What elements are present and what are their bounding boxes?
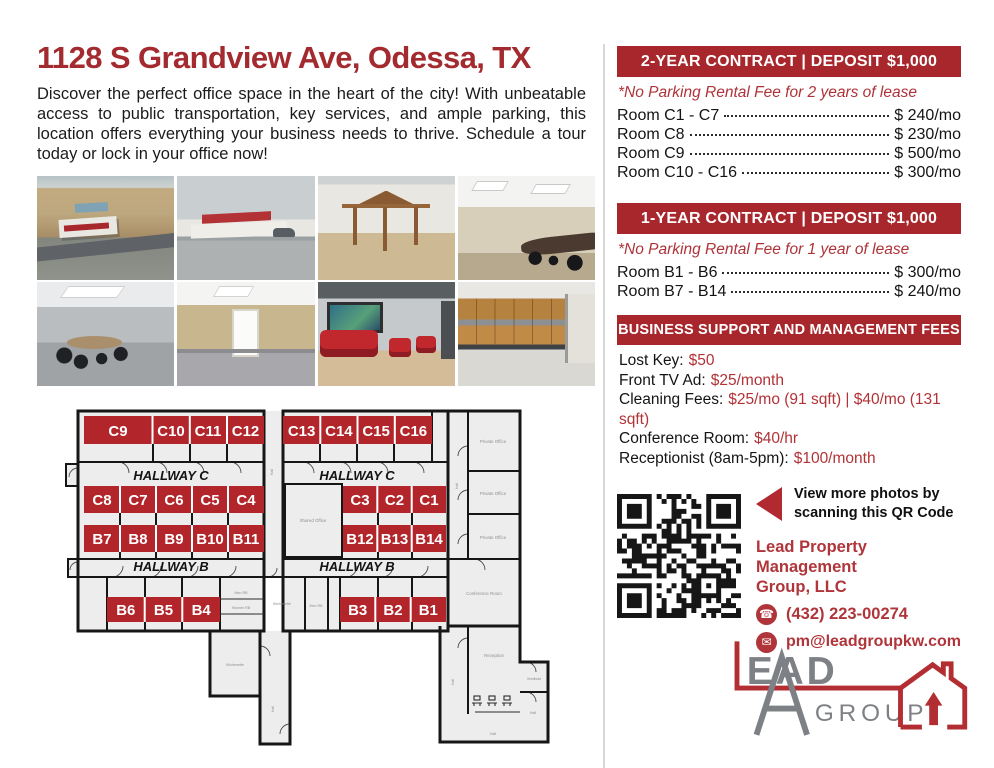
fee-label: Front TV Ad: (619, 371, 706, 389)
room-label: B4 (191, 602, 211, 619)
qr-code (617, 480, 741, 632)
lead-group-logo (700, 618, 992, 766)
red-chair-shape (389, 338, 411, 357)
room-label: C15 (362, 423, 390, 440)
hallway-c-label: HALLWAY C (133, 468, 209, 483)
logo-word-sub: GROUP (814, 700, 929, 728)
photo-grid (37, 176, 595, 386)
conference-room-label: Conference Room (466, 591, 502, 596)
room-label: C3 (350, 492, 370, 509)
private-office-label: Private Office (479, 535, 507, 540)
parking-note-2yr: *No Parking Rental Fee for 2 years of lease (618, 84, 917, 101)
email-icon: ✉ (756, 632, 777, 653)
red-sofa-shape (320, 330, 378, 357)
room-label: C2 (384, 492, 405, 509)
dotted-leader (690, 134, 890, 136)
room-label: B12 (346, 531, 374, 548)
room-label: B10 (196, 531, 224, 548)
photo-lounge (318, 282, 455, 386)
road-shape (37, 232, 174, 263)
fee-row (619, 390, 961, 429)
dotted-leader (731, 291, 889, 293)
room-label: B5 (153, 602, 174, 619)
fees-list (617, 351, 961, 469)
car-shape (273, 228, 295, 237)
room-label: B11 (232, 531, 260, 548)
reception-label: Reception (484, 653, 504, 658)
arrow-left-icon (756, 487, 782, 521)
hallway-b-label: HALLWAY B (319, 559, 395, 574)
price-value: $ 500/mo (894, 145, 961, 162)
photo-empty-office (177, 282, 314, 386)
price-value: $ 300/mo (894, 264, 961, 281)
price-row (617, 163, 961, 182)
chairs-shape (526, 249, 586, 272)
hall-label: Hall (451, 678, 455, 686)
room-range: Room C9 (617, 145, 685, 162)
doorway-shape (441, 301, 455, 359)
phone-icon: ☎ (756, 604, 777, 625)
room-range: Room B1 - B6 (617, 264, 718, 281)
dotted-leader (690, 153, 890, 155)
room-label: C12 (231, 423, 260, 440)
fee-value: $25/mo (91 sqft) | $40/mo (131 sqft) (619, 391, 941, 428)
column-divider (603, 44, 605, 768)
room-label: B3 (348, 602, 368, 619)
price-list-2yr (617, 106, 961, 182)
price-row (617, 125, 961, 144)
room-label: C9 (108, 423, 128, 440)
hallway-c-label: HALLWAY C (319, 468, 395, 483)
fee-row (619, 449, 961, 469)
photo-kitchen (458, 282, 595, 386)
pergola-post-shape (353, 207, 357, 244)
shared-office-label: Shared Office (299, 518, 327, 523)
fees-banner: BUSINESS SUPPORT AND MANAGEMENT FEES (617, 315, 961, 345)
room-range: Room C10 - C16 (617, 164, 738, 181)
room-label: B14 (415, 531, 443, 548)
price-value: $ 300/mo (894, 164, 961, 181)
room-label: C7 (128, 492, 148, 509)
ceiling-light-shape (471, 181, 509, 191)
hall-label: Hall (529, 711, 537, 715)
room-label: B6 (116, 602, 136, 619)
fee-label: Lost Key: (619, 352, 684, 369)
room-label: C8 (92, 492, 112, 509)
room-label: C1 (419, 492, 439, 509)
room-label: C5 (200, 492, 220, 509)
room-label: B1 (418, 602, 438, 619)
price-value: $ 240/mo (894, 283, 961, 300)
price-row (617, 282, 961, 301)
men-restroom-label: Men RB (234, 591, 248, 595)
price-row (617, 106, 961, 125)
logo-word-main: EAD (746, 650, 838, 694)
ceiling-light-shape (212, 286, 253, 297)
room-label: C11 (194, 423, 222, 440)
contract-1yr-banner: 1-YEAR CONTRACT | DEPOSIT $1,000 (617, 203, 961, 234)
red-chair-shape (416, 336, 435, 353)
photo-conference-room (458, 176, 595, 280)
room-range: Room B7 - B14 (617, 283, 727, 300)
price-value: $ 230/mo (894, 126, 961, 143)
ceiling-light-shape (530, 184, 571, 194)
hallway-b-label: HALLWAY B (133, 559, 209, 574)
room-label: B9 (164, 531, 184, 548)
pergola-post-shape (414, 207, 418, 244)
phone-number: (432) 223-00274 (785, 604, 908, 623)
room-label: C10 (157, 423, 185, 440)
fee-value: $100/month (793, 449, 876, 467)
cabinet-lines-shape (458, 299, 557, 345)
hall-label: Hall (270, 468, 274, 476)
fee-label: Conference Room: (619, 430, 750, 448)
room-label: C14 (325, 423, 353, 440)
parking-note-1yr: *No Parking Rental Fee for 1 year of lease (618, 241, 910, 258)
ceiling-light-shape (60, 286, 126, 298)
fee-value: $40/hr (754, 430, 799, 448)
doorway-shape (565, 294, 595, 363)
photo-building-exterior (177, 176, 314, 280)
room-label: B8 (128, 531, 148, 548)
property-title: 1128 S Grandview Ave, Odessa, TX (37, 40, 531, 75)
room-range: Room C8 (617, 126, 685, 143)
qr-caption-line1: View more photos by (793, 485, 940, 502)
room-label: C13 (287, 423, 316, 440)
building-shape (75, 202, 108, 213)
kitchenette-label: Kitchenette (273, 602, 291, 606)
contract-2yr-banner: 2-YEAR CONTRACT | DEPOSIT $1,000 (617, 46, 961, 77)
qr-caption (794, 485, 954, 523)
hall-label: Hall (271, 705, 275, 713)
room-label: B2 (383, 602, 403, 619)
dotted-leader (742, 172, 889, 174)
price-row (617, 144, 961, 163)
fee-label: Receptionist (8am-5pm): (619, 449, 789, 467)
vestibule-label: Vestibule (526, 677, 542, 681)
room-label: C16 (399, 423, 428, 440)
baseboard-shape (177, 349, 314, 353)
room-range: Room C1 - C7 (617, 107, 720, 124)
fee-value: $50 (688, 352, 715, 369)
hall-label: Hall (455, 482, 459, 490)
email-address: pm@leadgroupkw.com (785, 633, 961, 651)
room-label: C4 (236, 492, 256, 509)
tv-shape (327, 302, 382, 333)
fee-value: $25/month (710, 371, 784, 389)
fee-row (619, 351, 961, 371)
pergola-roof-shape (348, 191, 425, 206)
room-label: C6 (164, 492, 184, 509)
photo-aerial-view (37, 176, 174, 280)
fee-row (619, 371, 961, 391)
private-office-label: Private Office (479, 491, 507, 496)
price-value: $ 240/mo (894, 107, 961, 124)
photo-training-room (37, 282, 174, 386)
men-restroom-label: Men RB (309, 604, 323, 608)
women-restroom-label: Women RB (231, 606, 251, 610)
room-label: B7 (92, 531, 112, 548)
photo-courtyard-pavilion (318, 176, 455, 280)
room-label: B13 (380, 531, 409, 548)
hall-label: Hall (489, 732, 497, 736)
qr-caption-line2: scanning this QR Code (793, 504, 954, 521)
dotted-leader (722, 272, 889, 274)
property-description: Discover the perfect office space in the heart of the city! With unbeatable access to public transportation, key services, and ample parking, this location offers everything your business needs to thrive. Schedule a tour today or lock in your office now! (37, 85, 586, 164)
pricing-panel (617, 46, 961, 653)
company-name-line1: Lead Property Management (755, 537, 867, 576)
fee-label: Cleaning Fees: (619, 391, 724, 409)
price-list-1yr (617, 263, 961, 301)
price-row (617, 263, 961, 282)
kitchenette-label: Kitchenette (226, 663, 244, 667)
dotted-leader (724, 115, 889, 117)
fee-row (619, 429, 961, 449)
private-office-label: Private Office (479, 439, 507, 444)
chairs-shape (56, 340, 138, 371)
company-name (756, 537, 961, 597)
pergola-post-shape (383, 207, 387, 251)
floor-plan (58, 394, 592, 760)
company-name-line2: Group, LLC (755, 577, 847, 596)
